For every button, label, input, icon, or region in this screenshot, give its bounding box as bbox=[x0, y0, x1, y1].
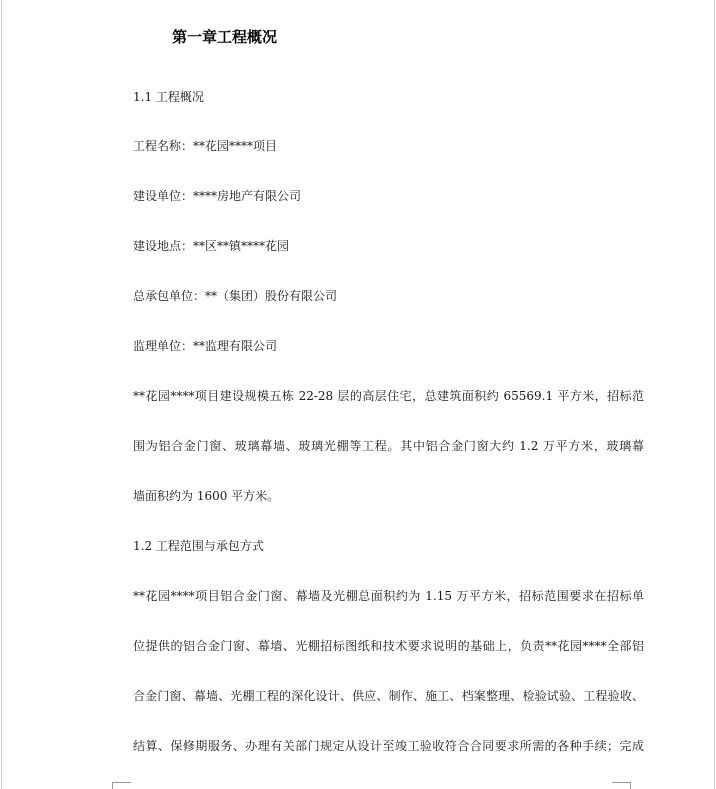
margin-corner-mark-right bbox=[612, 782, 631, 789]
paragraph-2-line-2: 位提供的铝合金门窗、幕墙、光棚招标图纸和技术要求说明的基础上，负责**花园****全部铝 bbox=[133, 639, 644, 653]
section-heading-1-1: 1.1 工程概况 bbox=[133, 90, 204, 104]
project-name-line: 工程名称：**花园****项目 bbox=[133, 139, 278, 153]
general-contractor-line: 总承包单位：**（集团）股份有限公司 bbox=[133, 289, 338, 303]
page-right-edge bbox=[714, 0, 715, 789]
construction-unit-line: 建设单位：****房地产有限公司 bbox=[133, 189, 302, 203]
section-heading-1-2: 1.2 工程范围与承包方式 bbox=[133, 539, 264, 553]
paragraph-1-line-3: 墙面积约为 1600 平方米。 bbox=[133, 489, 280, 503]
paragraph-2-line-3: 合金门窗、幕墙、光棚工程的深化设计、供应、制作、施工、档案整理、检验试验、工程验收、 bbox=[133, 689, 644, 703]
construction-site-line: 建设地点：**区**镇****花园 bbox=[133, 239, 290, 253]
paragraph-1-line-1: **花园****项目建设规模五栋 22-28 层的高层住宅，总建筑面积约 65569.1 平方米，招标范 bbox=[133, 389, 644, 403]
page-left-edge bbox=[1, 0, 2, 789]
paragraph-2-line-1: **花园****项目铝合金门窗、幕墙及光棚总面积约为 1.15 万平方米，招标范围要求在招标单 bbox=[133, 589, 644, 603]
paragraph-2-line-4: 结算、保修期服务、办理有关部门规定从设计至竣工验收符合合同要求所需的各种手续；完成 bbox=[133, 739, 644, 753]
chapter-title: 第一章工程概况 bbox=[172, 28, 278, 46]
margin-corner-mark-left bbox=[112, 782, 131, 789]
supervision-unit-line: 监理单位：**监理有限公司 bbox=[133, 339, 278, 353]
paragraph-1-line-2: 围为铝合金门窗、玻璃幕墙、玻璃光棚等工程。其中铝合金门窗大约 1.2 万平方米，玻璃幕 bbox=[133, 439, 644, 453]
